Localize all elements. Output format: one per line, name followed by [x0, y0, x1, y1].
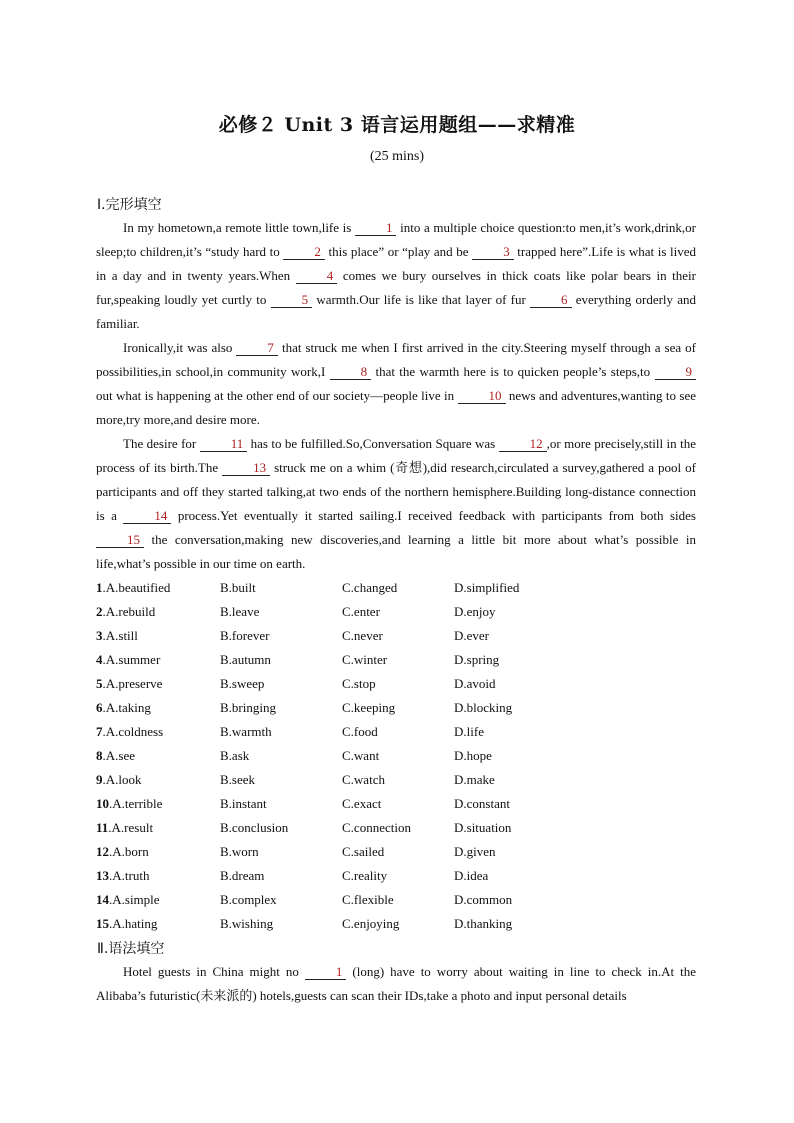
option-c[interactable]: C.enter: [342, 604, 380, 619]
blank-6[interactable]: 6: [530, 292, 572, 308]
option-row: [96, 792, 596, 816]
option-a[interactable]: [96, 888, 160, 912]
option-row: [96, 816, 596, 840]
option-b[interactable]: B.sweep: [220, 676, 265, 691]
option-a[interactable]: [96, 576, 170, 600]
blank-13[interactable]: 13: [222, 460, 270, 476]
option-list: [96, 576, 596, 936]
blank-4[interactable]: 4: [296, 268, 338, 284]
option-a-text: .A.born: [109, 844, 149, 859]
question-number: 13: [96, 868, 109, 883]
option-a-text: .A.terrible: [109, 796, 163, 811]
question-number: 15: [96, 916, 109, 931]
option-a-text: .A.coldness: [102, 724, 164, 739]
blank-3[interactable]: 3: [472, 244, 514, 260]
option-a[interactable]: [96, 720, 163, 744]
option-b[interactable]: B.wishing: [220, 916, 274, 931]
option-b[interactable]: B.conclusion: [220, 820, 289, 835]
option-c[interactable]: C.exact: [342, 796, 382, 811]
option-b[interactable]: B.worn: [220, 844, 259, 859]
option-b[interactable]: B.forever: [220, 628, 270, 643]
section-heading-cloze: Ⅰ.完形填空: [97, 197, 162, 213]
option-row: [96, 720, 596, 744]
cloze-paragraph: In my hometown,a remote little town,life is 1 into a multiple choice question:to men,it’s work,drink,or sleep;to children,it’s “study hard to 2 this place” or “play and be 3 trapped here”.Life is what is lived in a day and in twenty years.When 4 comes we bury ourselves in thick coats like polar bears in their fur,speaking loudly yet curtly to 5 warmth.Our life is like that layer of fur 6 everything orderly and familiar.: [96, 220, 697, 331]
question-number: 2: [96, 604, 103, 619]
option-c[interactable]: C.flexible: [342, 892, 394, 907]
blank-7[interactable]: 7: [236, 340, 278, 356]
option-d[interactable]: D.given: [454, 844, 496, 859]
option-b[interactable]: B.leave: [220, 604, 260, 619]
grammar-paragraph: Hotel guests in China might no 1 (long) have to worry about waiting in line to check in.At the Alibaba’s futuristic(未来派的) hotels,guests can scan their IDs,take a photo and input personal details: [96, 964, 696, 1003]
question-number: 10: [96, 796, 109, 811]
grammar-blank-1[interactable]: 1: [305, 964, 347, 980]
option-b[interactable]: B.autumn: [220, 652, 271, 667]
option-a-text: .A.truth: [109, 868, 150, 883]
option-c[interactable]: C.want: [342, 748, 380, 763]
option-row: [96, 864, 596, 888]
option-b[interactable]: B.bringing: [220, 700, 276, 715]
option-b[interactable]: B.built: [220, 580, 256, 595]
option-d[interactable]: D.life: [454, 724, 484, 739]
question-number: 7: [96, 724, 103, 739]
option-b[interactable]: B.dream: [220, 868, 265, 883]
blank-9[interactable]: 9: [655, 364, 697, 380]
question-number: 14: [96, 892, 109, 907]
option-c[interactable]: C.watch: [342, 772, 385, 787]
question-number: 1: [96, 580, 103, 595]
option-a-text: .A.hating: [109, 916, 158, 931]
option-row: [96, 840, 596, 864]
option-a[interactable]: [96, 648, 160, 672]
option-row: [96, 744, 596, 768]
option-a-text: .A.summer: [102, 652, 161, 667]
blank-15[interactable]: 15: [96, 532, 144, 548]
option-c[interactable]: C.connection: [342, 820, 411, 835]
time-limit: (25 mins): [369, 149, 425, 164]
blank-5[interactable]: 5: [271, 292, 313, 308]
question-number: 8: [96, 748, 103, 763]
section-heading-grammar: Ⅱ.语法填空: [97, 941, 165, 957]
option-a[interactable]: [96, 840, 149, 864]
question-number: 6: [96, 700, 103, 715]
option-row: [96, 768, 596, 792]
option-row: [96, 912, 596, 936]
blank-8[interactable]: 8: [330, 364, 372, 380]
question-number: 3: [96, 628, 103, 643]
option-c[interactable]: C.sailed: [342, 844, 385, 859]
option-a[interactable]: [96, 864, 149, 888]
option-a-text: .A.see: [102, 748, 135, 763]
option-c[interactable]: C.reality: [342, 868, 388, 883]
option-row: [96, 648, 596, 672]
option-d[interactable]: D.simplified: [454, 580, 520, 595]
option-b[interactable]: B.seek: [220, 772, 256, 787]
question-number: 4: [96, 652, 103, 667]
option-c[interactable]: C.food: [342, 724, 378, 739]
option-row: [96, 888, 596, 912]
option-a[interactable]: [96, 768, 142, 792]
option-d[interactable]: D.avoid: [454, 676, 496, 691]
blank-12[interactable]: 12: [499, 436, 547, 452]
option-c[interactable]: C.stop: [342, 676, 376, 691]
option-d[interactable]: D.idea: [454, 868, 489, 883]
option-row: [96, 624, 596, 648]
grammar-passage: [96, 960, 696, 1008]
option-a[interactable]: [96, 744, 135, 768]
option-d[interactable]: D.enjoy: [454, 604, 496, 619]
option-c[interactable]: C.keeping: [342, 700, 396, 715]
option-d[interactable]: D.blocking: [454, 700, 513, 715]
option-a[interactable]: [96, 600, 155, 624]
blank-14[interactable]: 14: [123, 508, 171, 524]
option-a-text: .A.simple: [109, 892, 160, 907]
option-a-text: .A.beautified: [102, 580, 171, 595]
option-d[interactable]: D.constant: [454, 796, 510, 811]
option-row: [96, 600, 596, 624]
option-c[interactable]: C.changed: [342, 580, 398, 595]
cloze-paragraph: The desire for 11 has to be fulfilled.So,Conversation Square was 12 ,or more precisely,still in the process of its birth.The 13 struck me on a whim (奇想),did research,circulated a survey,gathered a pool of participants and off they started talking,at two ends of the northern hemisphere.Building long-distance connection is a 14 process.Yet eventually it started sailing.I received feedback with participants from both sides 15 the conversation,making new discoveries,and learning a little bit more about what’s possible in life,what’s possible in our time on earth.: [96, 436, 696, 571]
option-d[interactable]: D.hope: [454, 748, 492, 763]
option-a[interactable]: [96, 696, 151, 720]
option-a[interactable]: [96, 816, 153, 840]
option-d[interactable]: D.common: [454, 892, 513, 907]
option-d[interactable]: D.situation: [454, 820, 512, 835]
option-a[interactable]: [96, 912, 157, 936]
option-a[interactable]: [96, 672, 162, 696]
option-a[interactable]: [96, 792, 162, 816]
option-c[interactable]: C.never: [342, 628, 383, 643]
blank-1[interactable]: 1: [355, 220, 397, 236]
option-row: [96, 672, 596, 696]
blank-10[interactable]: 10: [458, 388, 506, 404]
question-number: 11: [96, 820, 109, 835]
question-number: 5: [96, 676, 103, 691]
option-a-text: .A.still: [102, 628, 138, 643]
option-c[interactable]: C.enjoying: [342, 916, 400, 931]
cloze-passage: [96, 216, 696, 576]
option-d[interactable]: D.spring: [454, 652, 500, 667]
option-d[interactable]: D.thanking: [454, 916, 513, 931]
option-a-text: .A.result: [108, 820, 154, 835]
option-b[interactable]: B.instant: [220, 796, 267, 811]
option-b[interactable]: B.warmth: [220, 724, 272, 739]
option-a-text: .A.rebuild: [102, 604, 156, 619]
option-c[interactable]: C.winter: [342, 652, 388, 667]
blank-11[interactable]: 11: [200, 436, 248, 452]
option-d[interactable]: D.make: [454, 772, 495, 787]
option-b[interactable]: B.ask: [220, 748, 250, 763]
option-b[interactable]: B.complex: [220, 892, 277, 907]
question-number: 12: [96, 844, 109, 859]
question-number: 9: [96, 772, 103, 787]
option-a-text: .A.preserve: [102, 676, 163, 691]
option-row: [96, 696, 596, 720]
option-a-text: .A.look: [102, 772, 142, 787]
option-row: [96, 576, 596, 600]
cloze-paragraph: Ironically,it was also 7 that struck me when I first arrived in the city.Steering myself through a sea of possibilities,in school,in community work,I 8 that the warmth here is to quicken people’s steps,to 9 out what is happening at the other end of our society—people live in 10 news and adventures,wanting to see more,try more,and desire more.: [96, 340, 697, 427]
option-a[interactable]: [96, 624, 138, 648]
option-a-text: .A.taking: [102, 700, 151, 715]
page-title: 必修２ Unit 3 语言运用题组——求精准: [218, 114, 576, 136]
option-d[interactable]: D.ever: [454, 628, 490, 643]
blank-2[interactable]: 2: [283, 244, 325, 260]
